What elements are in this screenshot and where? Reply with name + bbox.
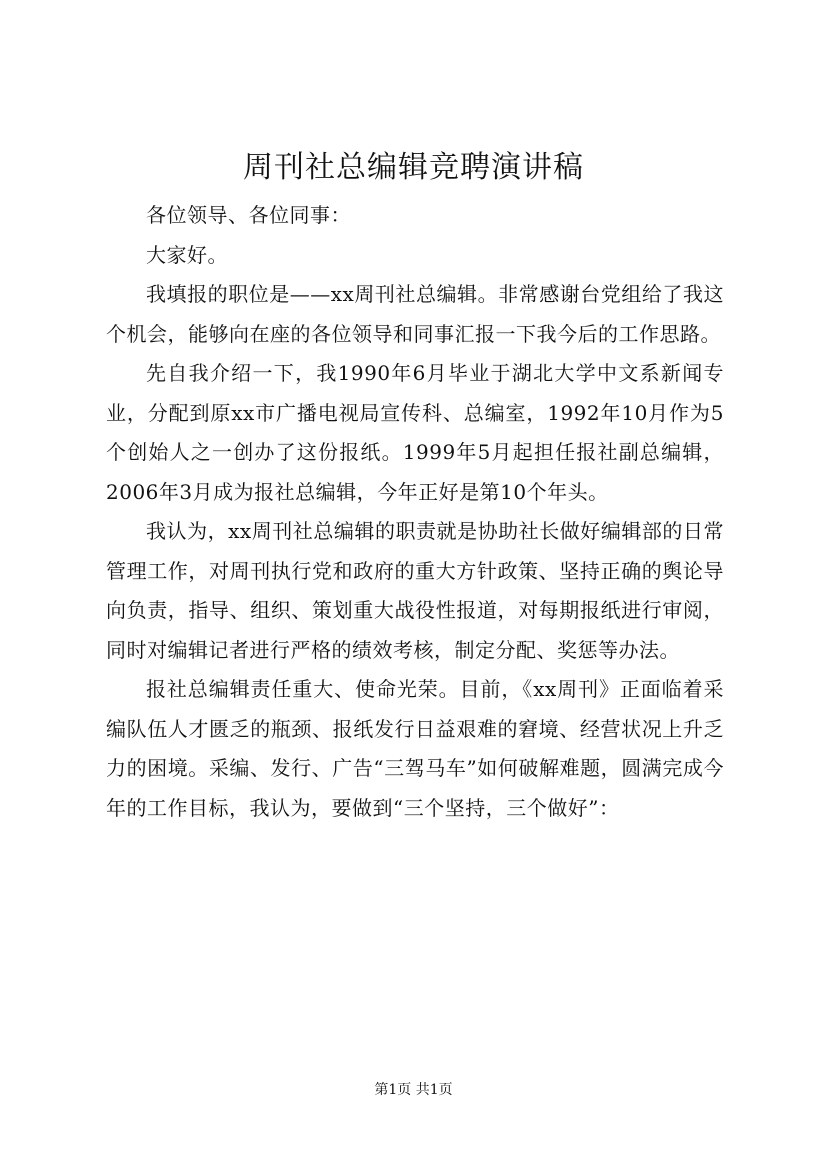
document-title: 周刊社总编辑竞聘演讲稿 xyxy=(243,150,584,185)
paragraph: 先自我介绍一下，我1990年6月毕业于湖北大学中文系新闻专业，分配到原xx市广播电视局宣传科、总编室，1992年10月作为5个创始人之一创办了这份报纸。1999年5月起担任报社副总编辑，2006年3月成为报社总编辑，今年正好是第10个年头。 xyxy=(106,361,724,504)
document-body xyxy=(106,196,724,828)
paragraph: 报社总编辑责任重大、使命光荣。目前，《xx周刊》正面临着采编队伍人才匮乏的瓶颈、报纸发行日益艰难的窘境、经营状况上升乏力的困境。采编、发行、广告“三驾马车”如何破解难题，圆满完成今年的工作目标，我认为，要做到“三个坚持，三个做好”： xyxy=(106,677,724,820)
paragraph-greeting: 大家好。 xyxy=(146,242,228,267)
paragraph: 我认为，xx周刊社总编辑的职责就是协助社长做好编辑部的日常管理工作，对周刊执行党和政府的重大方针政策、坚持正确的舆论导向负责，指导、组织、策划重大战役性报道，对每期报纸进行审阅，同时对编辑记者进行严格的绩效考核，制定分配、奖惩等办法。 xyxy=(106,519,724,662)
page-number-footer: 第1页 共1页 xyxy=(374,1082,453,1098)
paragraph-salutation: 各位领导、各位同事： xyxy=(146,203,351,227)
paragraph: 我填报的职位是——xx周刊社总编辑。非常感谢台党组给了我这个机会，能够向在座的各位领导和同事汇报一下我今后的工作思路。 xyxy=(106,282,724,346)
